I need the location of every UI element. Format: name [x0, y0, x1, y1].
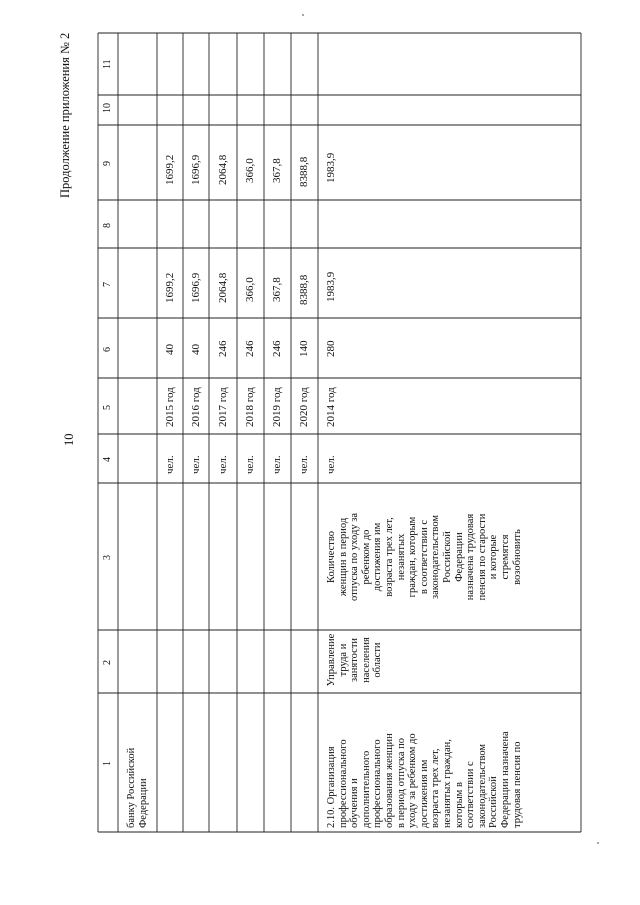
- table-row-budget: 1699,2: [164, 154, 176, 185]
- measure-indicator: Количество женщин в период отпуска по уходу за ребенком до достижения им возраста трех лет, незанятых граждан, которым в соответствии с законодательством Российской Федерации назначена трудовая пенсия по старости и которые стремятся возобновить: [326, 512, 523, 602]
- page-number: 10: [62, 433, 76, 446]
- col-number-1: 1: [102, 761, 113, 766]
- scan-speck: [302, 14, 304, 16]
- table-row-budget: 367,8: [271, 158, 283, 183]
- measure-count: 280: [325, 340, 337, 357]
- col-number-9: 9: [102, 161, 113, 166]
- col-number-3: 3: [102, 555, 113, 560]
- table-row-budget: 366,0: [244, 158, 256, 183]
- table-row-year: 2015 год: [164, 387, 176, 427]
- table-row-budget: 8388,8: [298, 156, 310, 187]
- col-number-8: 8: [102, 223, 113, 228]
- col-number-11: 11: [102, 59, 113, 69]
- table-row-count: 246: [244, 340, 256, 357]
- measure-year: 2014 год: [325, 387, 337, 427]
- table-row-unit: чел.: [217, 455, 229, 474]
- table-row-year: 2018 год: [244, 387, 256, 427]
- col-number-2: 2: [102, 660, 113, 665]
- table-row-total: 1699,2: [164, 272, 176, 303]
- table-row-unit: чел.: [271, 455, 283, 474]
- row-continuation-label: банку Российской Федерации: [126, 747, 149, 828]
- table-row-unit: чел.: [244, 455, 256, 474]
- col-number-4: 4: [102, 457, 113, 462]
- table-row-unit: чел.: [164, 455, 176, 474]
- table-row-count: 246: [217, 340, 229, 357]
- table-row-total: 8388,8: [298, 274, 310, 305]
- appendix-title: Продолжение приложения № 2: [58, 32, 72, 198]
- table-row-count: 40: [190, 344, 202, 355]
- col-number-6: 6: [102, 347, 113, 352]
- table-row-total: 2064,8: [217, 272, 229, 303]
- table-row-year: 2017 год: [217, 387, 229, 427]
- measure-unit: чел.: [325, 455, 337, 474]
- table-row-unit: чел.: [298, 455, 310, 474]
- table-row-year: 2016 год: [190, 387, 202, 427]
- measure-executor: Управление труда и занятости населения области: [326, 633, 384, 687]
- measure-budget: 1983,9: [325, 152, 337, 183]
- table-row-count: 246: [271, 340, 283, 357]
- col-number-10: 10: [102, 103, 113, 113]
- table-row-total: 1696,9: [190, 272, 202, 303]
- table-row-count: 40: [164, 344, 176, 355]
- measure-total: 1983,9: [325, 271, 337, 302]
- table-row-total: 367,8: [271, 277, 283, 302]
- table-row-year: 2019 год: [271, 387, 283, 427]
- table-row-total: 366,0: [244, 277, 256, 302]
- scan-speck: [597, 842, 599, 844]
- col-number-5: 5: [102, 405, 113, 410]
- col-number-7: 7: [102, 282, 113, 287]
- table-row-budget: 1696,9: [190, 154, 202, 185]
- measure-title: 2.10. Организация профессионального обучения и дополнительного профессионального образования женщин в период отпуска по уходу за ребенком до достижения им возраста трех лет, незанятых граждан, которым в соответствии с законодательством Российской Федерации назначена трудовая пенсия по: [326, 731, 523, 828]
- table-row-budget: 2064,8: [217, 154, 229, 185]
- table-row-year: 2020 год: [298, 387, 310, 427]
- table-row-count: 140: [298, 340, 310, 357]
- table-row-unit: чел.: [190, 455, 202, 474]
